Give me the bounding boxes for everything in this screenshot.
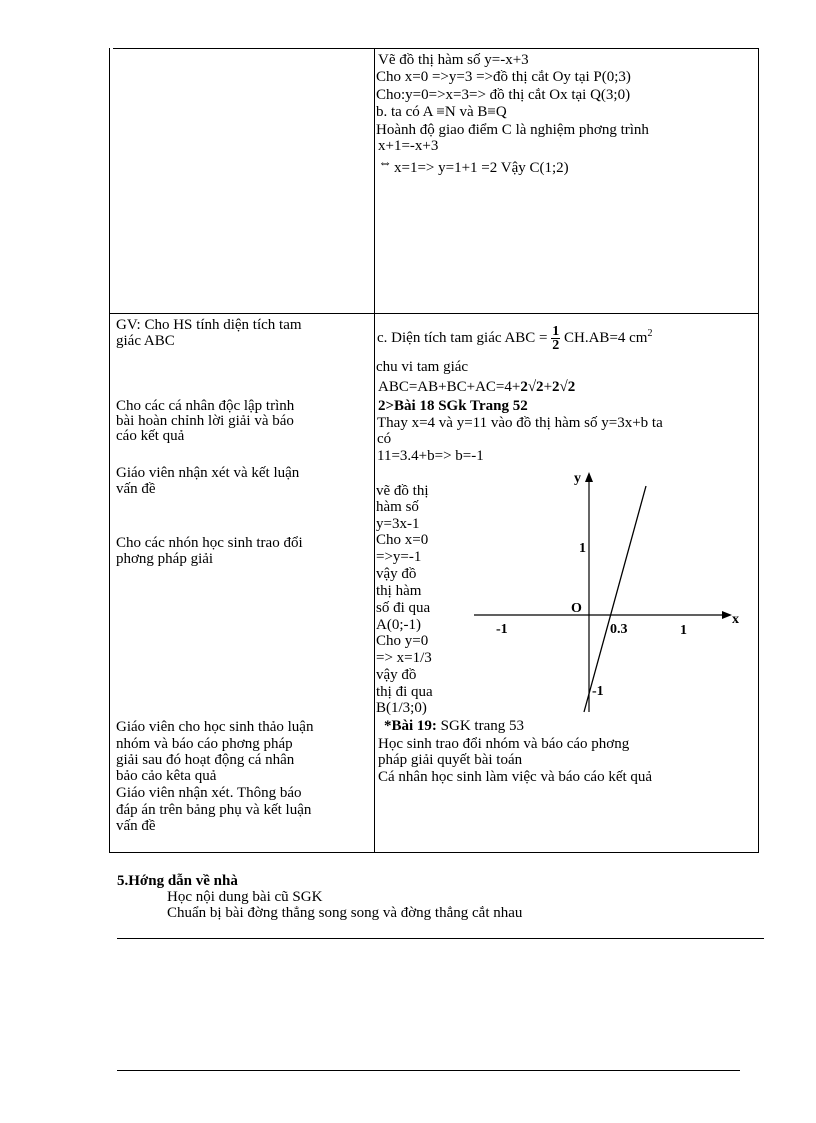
table-top-border bbox=[113, 48, 759, 49]
triangle-area-formula bbox=[377, 318, 652, 358]
text-line: GV: Cho HS tính diện tích tam bbox=[116, 317, 302, 333]
exercise-19-title: *Bài 19: bbox=[384, 718, 437, 734]
text-line: Vẽ đồ thị hàm số y=-x+3 bbox=[378, 52, 529, 68]
text-line: Cho các nhón học sinh trao đổi bbox=[116, 535, 303, 551]
root-term: 2√2 bbox=[552, 379, 576, 395]
y-axis-arrow-icon bbox=[585, 472, 593, 482]
x-axis-label: x bbox=[732, 612, 739, 627]
text-line: vấn đề bbox=[116, 818, 156, 834]
text-line: Cá nhân học sinh làm việc và báo cáo kết quả bbox=[378, 769, 653, 785]
fraction-numerator: 1 bbox=[552, 324, 560, 340]
text-line: A(0;-1) bbox=[376, 617, 421, 633]
table-center-border bbox=[374, 48, 375, 853]
text-line: x=1=> y=1+1 =2 Vậy C(1;2) bbox=[394, 160, 569, 176]
fraction-one-half bbox=[551, 325, 560, 352]
section-5-title: 5.Hớng dẫn về nhà bbox=[117, 873, 238, 889]
superscript: 2 bbox=[647, 328, 653, 339]
text-line: Cho x=0 bbox=[376, 532, 429, 548]
text-line: 11=3.4+b=> b=-1 bbox=[377, 448, 484, 464]
table-bottom-border bbox=[109, 852, 759, 853]
text-line: giải sau đó hoạt động cá nhân bbox=[116, 752, 295, 768]
text-line: vấn đề bbox=[116, 481, 156, 497]
text-line: Cho y=0 bbox=[376, 633, 429, 649]
text-line: Giáo viên nhận xét và kết luận bbox=[116, 465, 300, 481]
text-line: vẽ đồ thị bbox=[376, 483, 429, 499]
text-line: bảo cảo kêta quả bbox=[116, 768, 217, 784]
x-tick-label-third: 0.3 bbox=[610, 622, 628, 637]
text-line: pháp giải quyết bài toán bbox=[378, 752, 523, 768]
text-line: => x=1/3 bbox=[376, 650, 432, 666]
x-tick-label-neg: -1 bbox=[496, 622, 508, 637]
graph-line bbox=[584, 486, 646, 712]
y-tick-label-neg: -1 bbox=[592, 684, 604, 699]
text-line: Thay x=4 và y=11 vào đồ thị hàm số y=3x+b ta bbox=[377, 415, 663, 431]
table-right-border bbox=[758, 48, 759, 853]
text-line: Giáo viên nhận xét. Thông báo bbox=[116, 785, 302, 801]
root-term: 2√2 bbox=[520, 379, 544, 395]
text-line: y=3x-1 bbox=[376, 516, 420, 532]
text-line: giác ABC bbox=[116, 333, 175, 349]
text-segment: c. Diện tích tam giác ABC = bbox=[377, 330, 548, 346]
text-line: thị hàm bbox=[376, 583, 422, 599]
origin-label: O bbox=[571, 601, 582, 616]
homework-item: Học nội dung bài cũ SGK bbox=[167, 889, 323, 905]
text-segment: ABC=AB+BC+AC=4+ bbox=[378, 379, 521, 395]
text-line: thị đi qua bbox=[376, 684, 433, 700]
text-line: Giáo viên cho học sinh thảo luận bbox=[116, 719, 314, 735]
text-line: Học sinh trao đổi nhóm và báo cáo phơng bbox=[378, 736, 630, 752]
text-line: cáo kết quả bbox=[116, 428, 185, 444]
y-tick-label-pos: 1 bbox=[579, 541, 586, 556]
function-graph bbox=[460, 460, 760, 720]
exercise-18-heading: 2>Bài 18 SGk Trang 52 bbox=[378, 398, 528, 414]
text-line: chu vi tam giác bbox=[376, 359, 469, 375]
footer-divider bbox=[117, 1070, 740, 1071]
exercise-19-heading bbox=[384, 719, 524, 734]
text-line: số đi qua bbox=[376, 600, 431, 616]
text-segment: CH.AB=4 cm bbox=[564, 330, 648, 346]
text-line: b. ta có A ≡N và B≡Q bbox=[376, 104, 507, 120]
text-line: vậy đồ bbox=[376, 667, 417, 683]
text-line: vậy đồ bbox=[376, 566, 417, 582]
perimeter-formula bbox=[378, 380, 575, 395]
text-line: Hoành độ giao điểm C là nghiệm phơng trình bbox=[376, 122, 649, 138]
text-line: phơng pháp giải bbox=[116, 551, 214, 567]
text-line: Cho các cá nhân độc lập trình bbox=[116, 398, 295, 414]
text-line: B(1/3;0) bbox=[376, 700, 427, 716]
y-axis-label: y bbox=[574, 471, 581, 486]
text-line: có bbox=[377, 431, 392, 447]
iff-icon: ⇔ bbox=[378, 156, 392, 171]
text-line: x+1=-x+3 bbox=[378, 138, 439, 154]
text-line: Cho x=0 =>y=3 =>đồ thị cắt Oy tại P(0;3) bbox=[376, 69, 631, 85]
text-line: hàm số bbox=[376, 499, 419, 515]
text-segment: + bbox=[543, 379, 553, 395]
text-line: =>y=-1 bbox=[376, 549, 422, 565]
homework-item: Chuẩn bị bài đờng thẳng song song và đờng thẳng cắt nhau bbox=[167, 905, 523, 921]
x-axis-arrow-icon bbox=[722, 611, 732, 619]
text-line: nhóm và báo cáo phơng pháp bbox=[116, 736, 293, 752]
exercise-19-ref: SGK trang 53 bbox=[436, 718, 524, 734]
text-line: Cho:y=0=>x=3=> đồ thị cắt Ox tại Q(3;0) bbox=[376, 87, 631, 103]
divider bbox=[117, 938, 764, 939]
text-line: bài hoàn chỉnh lời giải và báo bbox=[116, 413, 294, 429]
table-row-divider bbox=[109, 313, 759, 314]
fraction-denominator: 2 bbox=[552, 338, 560, 354]
table-left-border bbox=[109, 48, 110, 853]
x-tick-label-pos: 1 bbox=[680, 623, 687, 638]
text-line: đáp án trên bảng phụ và kết luận bbox=[116, 802, 312, 818]
